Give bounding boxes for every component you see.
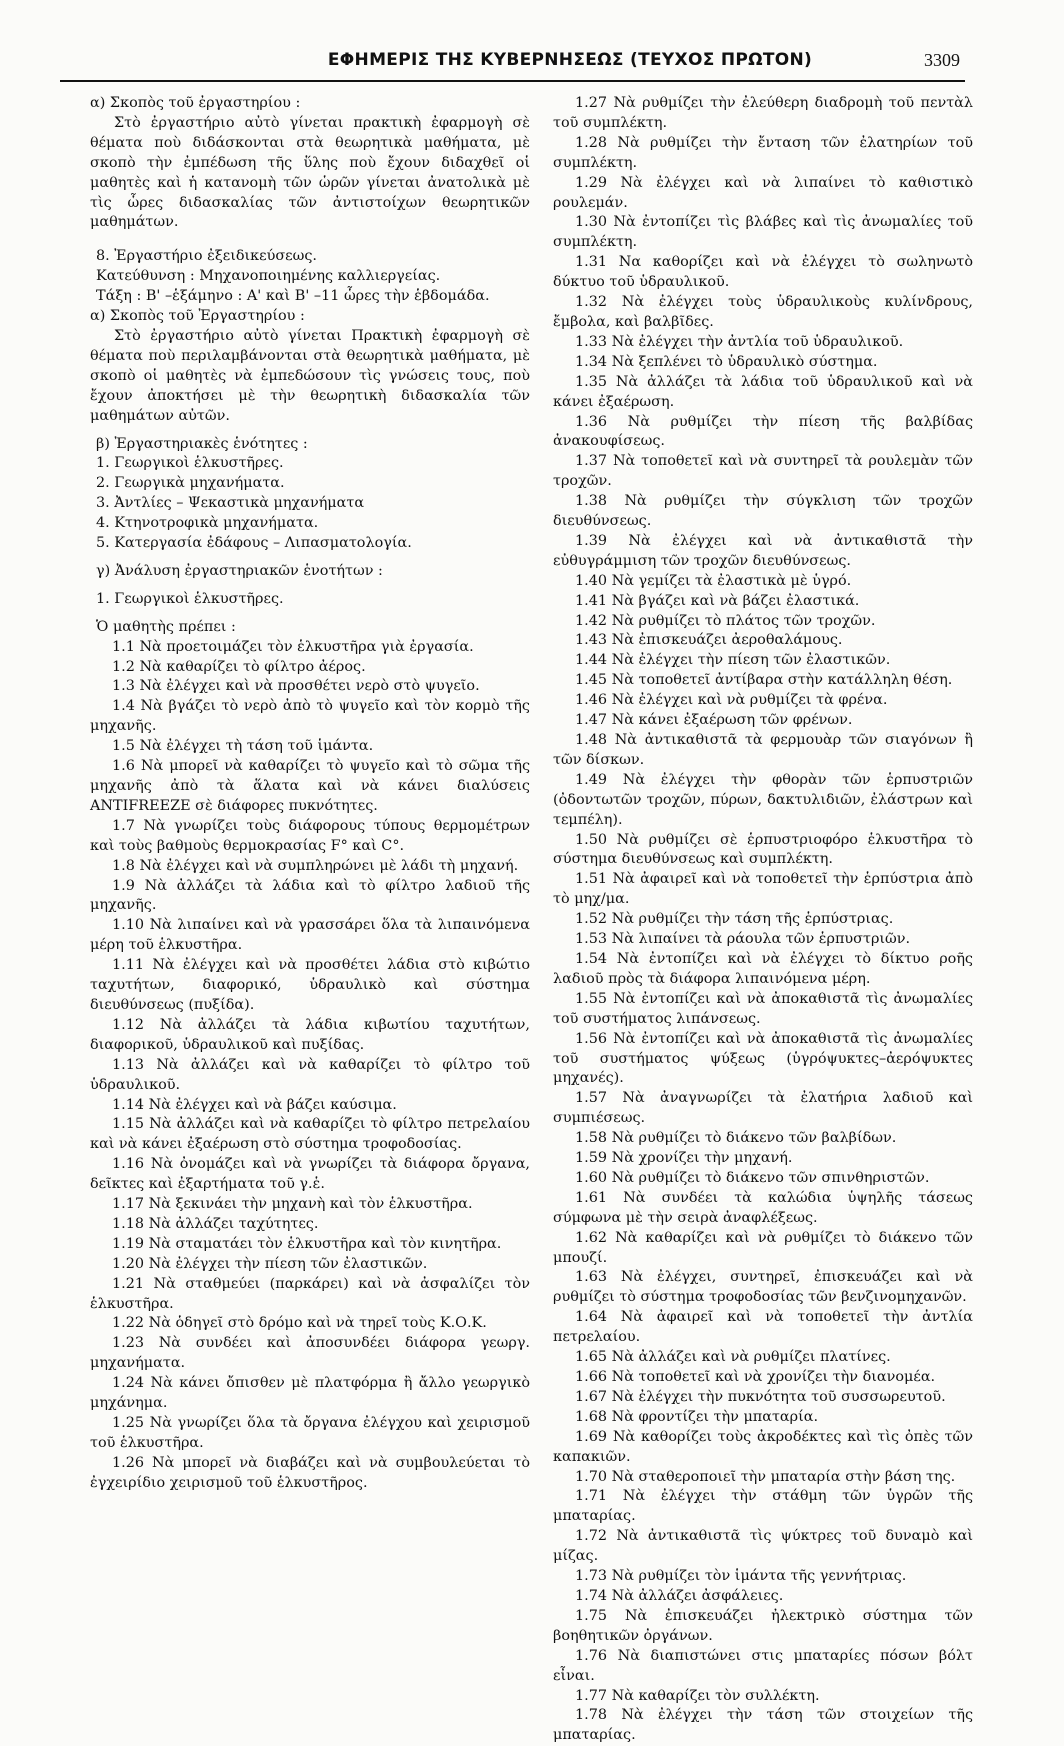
requirement-number: 1.3 bbox=[112, 678, 135, 695]
requirement-text: Νὰ ἀλλάζει καὶ νὰ καθαρίζει τὸ φίλτρο τοῦ ὑδραυλικοῦ. bbox=[90, 1056, 530, 1093]
requirement-number: 1.54 bbox=[575, 950, 608, 967]
requirement-number: 1.47 bbox=[575, 712, 608, 729]
requirement-number: 1.64 bbox=[575, 1309, 608, 1326]
requirement-number: 1.41 bbox=[575, 592, 608, 609]
requirement-text: Νὰ ἀντικαθιστᾶ τὶς ψύκτρες τοῦ δυναμὸ καὶ μίζας. bbox=[553, 1528, 973, 1565]
requirement-text: Νὰ ἀλλάζει ταχύτητες. bbox=[148, 1215, 319, 1232]
requirement-item bbox=[553, 1647, 973, 1687]
unit-item: 4. Κτηνοτροφικὰ μηχανήματα. bbox=[96, 515, 319, 532]
requirement-number: 1.52 bbox=[575, 911, 608, 928]
requirement-text: Νὰ ἐπισκευάζει ἀεροθαλάμους. bbox=[611, 632, 843, 649]
requirement-item bbox=[90, 1115, 530, 1155]
requirement-text: Νὰ προετοιμάζει τὸν ἑλκυστῆρα γιὰ ἐργασία. bbox=[139, 638, 474, 655]
requirement-text: Νὰ ρυθμίζει τὴν τάση τῆς ἑρπύστριας. bbox=[611, 911, 894, 928]
requirement-text: Νὰ σταματάει τὸν ἑλκυστῆρα καὶ τὸν κινητῆρα. bbox=[148, 1235, 502, 1252]
requirement-text: Νὰ ἐλέγχει τὴν φθορὰν τῶν ἑρπυστριῶν (ὀδοντωτῶν τροχῶν, πύρων, δακτυλιδιῶν, ἐλάστρων καὶ τεμπέλη). bbox=[553, 771, 974, 828]
requirement-number: 1.6 bbox=[112, 758, 135, 775]
student-must: Ὁ μαθητὴς πρέπει : bbox=[96, 618, 236, 635]
requirement-number: 1.78 bbox=[575, 1707, 608, 1724]
requirement-item bbox=[90, 757, 530, 817]
requirement-number: 1.12 bbox=[112, 1016, 145, 1033]
requirement-text: Νὰ σταθεροποιεῖ τὴν μπαταρία στὴν βάση της. bbox=[611, 1468, 956, 1485]
workshop-title: 8. Ἐργαστήριο ἐξειδικεύσεως. bbox=[96, 248, 318, 265]
requirement-item bbox=[90, 1414, 530, 1454]
requirement-number: 1.1 bbox=[112, 638, 135, 655]
requirement-item bbox=[553, 651, 973, 671]
requirement-item bbox=[90, 1056, 530, 1096]
requirement-item bbox=[90, 817, 530, 857]
requirement-item bbox=[553, 691, 973, 711]
requirement-item bbox=[90, 1275, 530, 1315]
requirement-text: Νὰ ἐλέγχει καὶ νὰ ἀντικαθιστᾶ τὴν εὐθυγράμμιση τῶν τροχῶν διευθύνσεως. bbox=[553, 532, 974, 569]
requirement-item bbox=[553, 910, 973, 930]
requirement-text: Νὰ ἐλέγχει καὶ νὰ λιπαίνει τὸ καθιστικὸ ρουλεμάν. bbox=[553, 174, 973, 211]
requirement-text: Νὰ ἐντοπίζει τὶς βλάβες καὶ τὶς ἀνωμαλίες τοῦ συμπλέκτη. bbox=[553, 214, 973, 251]
requirement-item bbox=[90, 877, 530, 917]
requirement-number: 1.23 bbox=[112, 1335, 145, 1352]
requirement-number: 1.50 bbox=[575, 831, 608, 848]
requirement-item bbox=[553, 134, 973, 174]
page-header bbox=[60, 50, 965, 82]
requirement-item bbox=[553, 1229, 973, 1269]
requirement-text: Νὰ ἐλέγχει τὴν ἀντλία τοῦ ὑδραυλικοῦ. bbox=[611, 333, 904, 350]
requirement-item bbox=[553, 373, 973, 413]
requirement-number: 1.30 bbox=[575, 214, 608, 231]
requirement-item bbox=[553, 950, 973, 990]
requirement-number: 1.32 bbox=[575, 294, 608, 311]
requirement-number: 1.46 bbox=[575, 692, 608, 709]
requirement-text: Νὰ γνωρίζει τοὺς διάφορους τύπους θερμομέτρων καὶ τοὺς βαθμοὺς θερμοκρασίας F° καὶ C°. bbox=[90, 817, 531, 854]
requirement-item bbox=[553, 731, 973, 771]
requirement-number: 1.9 bbox=[112, 877, 135, 894]
requirement-text: Να καθορίζει καὶ νὰ ἐλέγχει τὸ σωληνωτὸ δύκτυο τοῦ ὑδραυλικοῦ. bbox=[553, 254, 973, 291]
requirement-text: Νὰ ρυθμίζει τὸ διάκενο τῶν σπινθηριστῶν. bbox=[611, 1169, 930, 1186]
left-items-list bbox=[90, 638, 530, 1494]
requirement-number: 1.31 bbox=[575, 254, 608, 271]
requirement-text: Νὰ καθαρίζει τὸν συλλέκτη. bbox=[611, 1687, 820, 1704]
requirement-text: Νὰ ἀλλάζει ἀσφάλειες. bbox=[611, 1587, 784, 1604]
requirement-item bbox=[90, 1235, 530, 1255]
requirement-item bbox=[553, 1567, 973, 1587]
requirement-text: Νὰ ρυθμίζει τὴν σύγκλιση τῶν τροχῶν διευθύνσεως. bbox=[553, 493, 973, 530]
requirement-text: Νὰ ἐλέγχει τὴ τάση τοῦ ἱμάντα. bbox=[139, 738, 374, 755]
requirement-text: Νὰ ρυθμίζει τὴν ἐλεύθερη διαδρομὴ τοῦ πεντὰλ τοῦ συμπλέκτη. bbox=[553, 95, 973, 131]
requirement-text: Νὰ ρυθμίζει τὸ διάκενο τῶν βαλβίδων. bbox=[611, 1130, 897, 1147]
requirement-item bbox=[553, 1607, 973, 1647]
requirement-text: Νὰ λιπαίνει καὶ νὰ γρασσάρει ὅλα τὰ λιπαινόμενα μέρη τοῦ ἑλκυστῆρα. bbox=[90, 917, 530, 954]
requirement-item bbox=[553, 831, 973, 871]
page-number: 3309 bbox=[924, 50, 960, 70]
requirement-text: Νὰ ξεκινάει τὴν μηχανὴ καὶ τὸν ἑλκυστῆρα. bbox=[148, 1196, 473, 1213]
requirement-number: 1.65 bbox=[575, 1349, 608, 1366]
requirement-item bbox=[553, 253, 973, 293]
requirement-item bbox=[553, 671, 973, 691]
units-title: β) Ἐργαστηριακὲς ἑνότητες : bbox=[96, 435, 308, 452]
requirement-number: 1.20 bbox=[112, 1255, 145, 1272]
scope2-title: α) Σκοπὸς τοῦ Ἐργαστηρίου : bbox=[90, 308, 305, 325]
requirement-item bbox=[553, 771, 973, 831]
requirement-item bbox=[553, 1149, 973, 1169]
requirement-number: 1.48 bbox=[575, 732, 608, 748]
requirement-number: 1.7 bbox=[112, 817, 135, 834]
requirement-number: 1.62 bbox=[575, 1229, 608, 1246]
requirement-item bbox=[90, 677, 530, 697]
requirement-number: 1.19 bbox=[112, 1235, 145, 1252]
scope-text: Στὸ ἐργαστήριο αὐτὸ γίνεται πρακτικὴ ἐφαρμογὴ σὲ θέματα ποὺ διδάσκονται στὰ θεωρητικὰ μαθήματα, μὲ σκοπὸ τὴν ἐμπέδωση τῆς ὕλης ποὺ ἔχουν διδαχθεῖ οἱ μαθητὲς καὶ ἡ κατανομὴ τῶν ὡρῶν γίνεται ἀνατολικὰ μὲ τὶς ὧρες διδασκαλίας τῶν ἀντιστοίχων θεωρητικῶν μαθημάτων. bbox=[90, 114, 530, 231]
requirement-number: 1.26 bbox=[112, 1454, 145, 1471]
requirement-number: 1.2 bbox=[112, 658, 135, 675]
requirement-item bbox=[553, 711, 973, 731]
requirement-number: 1.71 bbox=[575, 1488, 608, 1505]
requirement-text: Νὰ ἐλέγχει καὶ νὰ προσθέτει νερὸ στὸ ψυγεῖο. bbox=[139, 678, 480, 695]
requirement-number: 1.11 bbox=[112, 957, 145, 974]
requirement-item bbox=[553, 1368, 973, 1388]
requirement-text: Νὰ ρυθμίζει τὸ πλάτος τῶν τροχῶν. bbox=[611, 612, 876, 629]
requirement-number: 1.76 bbox=[575, 1647, 608, 1664]
requirement-number: 1.74 bbox=[575, 1587, 608, 1604]
requirement-text: Νὰ ρυθμίζει τὴν ἔνταση τῶν ἐλατηρίων τοῦ συμπλέκτη. bbox=[553, 134, 973, 171]
requirement-text: Νὰ τοποθετεῖ καὶ νὰ χρονίζει τὴν διανομέα. bbox=[611, 1369, 936, 1385]
requirement-text: Νὰ ἐλέγχει τὴν πυκνότητα τοῦ συσσωρευτοῦ. bbox=[611, 1388, 946, 1405]
requirement-item bbox=[553, 1089, 973, 1129]
requirement-number: 1.34 bbox=[575, 353, 608, 370]
requirement-item bbox=[90, 1195, 530, 1215]
requirement-item bbox=[90, 697, 530, 737]
requirement-item bbox=[553, 532, 973, 572]
requirement-item bbox=[90, 1215, 530, 1235]
requirement-number: 1.70 bbox=[575, 1468, 608, 1485]
requirement-text: Νὰ φροντίζει τὴν μπαταρία. bbox=[611, 1408, 819, 1425]
units-list bbox=[90, 454, 530, 554]
requirement-item bbox=[553, 930, 973, 950]
requirement-item bbox=[553, 870, 973, 910]
requirement-item bbox=[553, 413, 973, 453]
requirement-number: 1.16 bbox=[112, 1156, 145, 1173]
unit-item: 1. Γεωργικοὶ ἑλκυστῆρες. bbox=[96, 455, 284, 472]
requirement-item bbox=[553, 1189, 973, 1229]
requirement-number: 1.67 bbox=[575, 1388, 608, 1405]
requirement-number: 1.22 bbox=[112, 1315, 145, 1332]
requirement-text: Νὰ ἀλλάζει καὶ νὰ ρυθμίζει πλατίνες. bbox=[611, 1349, 891, 1366]
requirement-text: Νὰ ἐντοπίζει καὶ νὰ ἀποκαθιστᾶ τὶς ἀνωμαλίες τοῦ συστήματος λιπάνσεως. bbox=[553, 990, 973, 1027]
requirement-number: 1.15 bbox=[112, 1116, 145, 1133]
requirement-text: Νὰ ἐπισκευάζει ἠλεκτρικὸ σύστημα τῶν βοηθητικῶν ὀργάνων. bbox=[553, 1607, 973, 1644]
requirement-text: Νὰ ἀλλάζει τὰ λάδια κιβωτίου ταχυτήτων, διαφορικοῦ, ὑδραυλικοῦ καὶ πυξίδας. bbox=[90, 1016, 530, 1053]
requirement-item bbox=[90, 1374, 530, 1414]
requirement-text: Νὰ συνδέει τὰ καλώδια ὑψηλῆς τάσεως σύμφωνα μὲ τὴν σειρὰ ἀναφλέξεως. bbox=[553, 1189, 973, 1226]
requirement-number: 1.42 bbox=[575, 612, 608, 629]
requirement-number: 1.60 bbox=[575, 1169, 608, 1186]
requirement-text: Νὰ λιπαίνει τὰ ράουλα τῶν ἑρπυστριῶν. bbox=[611, 931, 911, 948]
requirement-text: Νὰ ξεπλένει τὸ ὑδραυλικὸ σύστημα. bbox=[611, 353, 878, 370]
requirement-text: Νὰ ὁδηγεῖ στὸ δρόμο καὶ νὰ τηρεῖ τοὺς Κ.Ο.Κ. bbox=[148, 1315, 487, 1332]
requirement-number: 1.29 bbox=[575, 174, 608, 191]
requirement-item bbox=[553, 94, 973, 134]
requirement-item bbox=[553, 333, 973, 353]
requirement-number: 1.39 bbox=[575, 532, 608, 549]
requirement-text: Νὰ ἀφαιρεῖ καὶ νὰ τοποθετεῖ τὴν ἀντλία πετρελαίου. bbox=[553, 1309, 973, 1346]
requirement-number: 1.28 bbox=[575, 134, 608, 151]
requirement-item bbox=[553, 1706, 973, 1746]
requirement-item bbox=[90, 916, 530, 956]
requirement-item bbox=[90, 1454, 530, 1494]
requirement-number: 1.69 bbox=[575, 1428, 608, 1445]
requirement-item bbox=[553, 1268, 973, 1308]
requirement-number: 1.68 bbox=[575, 1408, 608, 1425]
requirement-number: 1.33 bbox=[575, 333, 608, 350]
requirement-item bbox=[553, 1527, 973, 1567]
requirement-number: 1.25 bbox=[112, 1415, 145, 1431]
requirement-item bbox=[553, 572, 973, 592]
requirement-text: Νὰ τοποθετεῖ καὶ νὰ συντηρεῖ τὰ ρουλεμὰν τῶν τροχῶν. bbox=[553, 453, 973, 490]
requirement-text: Νὰ ὀνομάζει καὶ νὰ γνωρίζει τὰ διάφορα ὄργανα, δεῖκτες καὶ ἐξαρτήματα τοῦ γ.ἑ. bbox=[90, 1156, 530, 1193]
requirement-text: Νὰ ρυθμίζει τὸν ἱμάντα τῆς γεννήτριας. bbox=[611, 1568, 907, 1585]
unit-item: 5. Κατεργασία ἐδάφους – Λιπασματολογία. bbox=[96, 535, 412, 552]
requirement-item bbox=[553, 1408, 973, 1428]
requirement-item bbox=[553, 631, 973, 651]
requirement-text: Νὰ ἐλέγχει, συντηρεῖ, ἐπισκευάζει καὶ νὰ ρυθμίζει τὸ σύστημα τροφοδοσίας τῶν βενζινομηχανῶν. bbox=[553, 1269, 973, 1306]
scope-title: α) Σκοπὸς τοῦ ἐργαστηρίου : bbox=[90, 95, 301, 111]
requirement-text: Νὰ μπορεῖ νὰ διαβάζει καὶ νὰ συμβουλεύεται τὸ ἐγχειρίδιο χειρισμοῦ τοῦ ἑλκυστῆρος. bbox=[90, 1454, 530, 1491]
requirement-number: 1.18 bbox=[112, 1215, 145, 1232]
requirement-item bbox=[553, 1587, 973, 1607]
requirement-number: 1.40 bbox=[575, 572, 608, 589]
requirement-item bbox=[553, 213, 973, 253]
requirement-item bbox=[90, 1096, 530, 1116]
requirement-text: Νὰ ρυθμίζει τὴν πίεση τῆς βαλβίδας ἀνακουφίσεως. bbox=[553, 413, 974, 450]
requirement-text: Νὰ ἐλέγχει τὴν τάση τῶν στοιχείων τῆς μπαταρίας. bbox=[553, 1707, 974, 1744]
requirement-number: 1.4 bbox=[112, 698, 135, 715]
requirement-number: 1.72 bbox=[575, 1528, 608, 1545]
requirement-text: Νὰ ἀντικαθιστᾶ τὰ φερμουὰρ τῶν σιαγόνων ἢ τῶν δίσκων. bbox=[553, 732, 973, 768]
requirement-number: 1.53 bbox=[575, 931, 608, 948]
requirement-item bbox=[553, 1030, 973, 1090]
requirement-item bbox=[553, 353, 973, 373]
requirement-number: 1.75 bbox=[575, 1607, 608, 1624]
requirement-item bbox=[90, 1016, 530, 1056]
requirement-text: Νὰ ἀναγνωρίζει τὰ ἐλατήρια λαδιοῦ καὶ συμπιέσεως. bbox=[553, 1090, 973, 1127]
requirement-item bbox=[553, 990, 973, 1030]
requirement-number: 1.59 bbox=[575, 1150, 608, 1167]
requirement-number: 1.51 bbox=[575, 871, 608, 888]
requirement-number: 1.27 bbox=[575, 95, 608, 111]
requirement-number: 1.10 bbox=[112, 917, 145, 934]
requirement-text: Νὰ ἐλέγχει τοὺς ὑδραυλικοὺς κυλίνδρους, ἔμβολα, καὶ βαλβῖδες. bbox=[553, 294, 973, 330]
requirement-number: 1.8 bbox=[112, 857, 135, 874]
scope2-text: Στὸ ἐργαστήριο αὐτὸ γίνεται Πρακτικὴ ἐφαρμογὴ σὲ θέματα ποὺ περιλαμβάνονται στὰ θεωρητικὰ μαθήματα, μὲ σκοπὸ οἱ μαθητὲς νὰ ἐμπεδώσουν τὶς γνώσεις τους, ποὺ ἔχουν ἀποκτήσει μὲ τὴν θεωρητικὴ διδασκαλία τῶν μαθημάτων αὐτῶν. bbox=[90, 327, 530, 424]
requirement-item bbox=[90, 1155, 530, 1195]
requirement-number: 1.21 bbox=[112, 1275, 145, 1292]
requirement-number: 1.24 bbox=[112, 1375, 145, 1392]
requirement-item bbox=[553, 1169, 973, 1189]
left-column bbox=[90, 94, 530, 1494]
direction-line: Κατεύθυνση : Μηχανοποιημένης καλλιεργείας. bbox=[96, 268, 441, 285]
requirement-text: Νὰ ἐλέγχει καὶ νὰ βάζει καύσιμα. bbox=[148, 1096, 397, 1113]
requirement-text: Νὰ κάνει ἐξαέρωση τῶν φρένων. bbox=[611, 712, 853, 729]
requirement-number: 1.73 bbox=[575, 1568, 608, 1585]
right-items-list bbox=[553, 94, 973, 1746]
requirement-number: 1.38 bbox=[575, 493, 608, 510]
requirement-number: 1.77 bbox=[575, 1687, 608, 1704]
requirement-text: Νὰ γνωρίζει ὅλα τὰ ὄργανα ἐλέγχου καὶ χειρισμοῦ τοῦ ἑλκυστῆρα. bbox=[90, 1415, 530, 1451]
requirement-text: Νὰ γεμίζει τὰ ἐλαστικὰ μὲ ὑγρό. bbox=[611, 572, 852, 589]
requirement-number: 1.63 bbox=[575, 1269, 608, 1286]
requirement-text: Νὰ βγάζει καὶ νὰ βάζει ἐλαστικά. bbox=[611, 592, 860, 609]
requirement-item bbox=[553, 1348, 973, 1368]
unit-item: 2. Γεωργικὰ μηχανήματα. bbox=[96, 475, 285, 492]
requirement-item bbox=[90, 737, 530, 757]
requirement-number: 1.35 bbox=[575, 373, 608, 390]
requirement-item bbox=[553, 492, 973, 532]
requirement-item bbox=[90, 1255, 530, 1275]
requirement-number: 1.17 bbox=[112, 1196, 145, 1213]
requirement-item bbox=[553, 174, 973, 214]
requirement-item bbox=[553, 612, 973, 632]
requirement-text: Νὰ μπορεῖ νὰ καθαρίζει τὸ ψυγεῖο καὶ τὸ σῶμα τῆς μηχανῆς ἀπὸ τὰ ἅλατα καὶ νὰ κάνει διαλύσεις ANTIFREEZE σὲ διάφορες πυκνότητες. bbox=[90, 758, 531, 814]
requirement-item bbox=[90, 638, 530, 658]
requirement-item bbox=[90, 956, 530, 1016]
requirement-text: Νὰ καθαρίζει τὸ φίλτρο ἀέρος. bbox=[139, 658, 366, 675]
requirement-text: Νὰ ἐλέγχει καὶ νὰ συμπληρώνει μὲ λάδι τὴ μηχανή. bbox=[139, 857, 519, 874]
requirement-text: Νὰ σταθμεύει (παρκάρει) καὶ νὰ ἀσφαλίζει τὸν ἑλκυστῆρα. bbox=[90, 1275, 530, 1312]
requirement-text: Νὰ βγάζει τὸ νερὸ ἀπὸ τὸ ψυγεῖο καὶ τὸν κορμὸ τῆς μηχανῆς. bbox=[90, 698, 530, 735]
requirement-item bbox=[90, 1314, 530, 1334]
requirement-text: Νὰ ἐντοπίζει καὶ νὰ ἐλέγχει τὸ δίκτυο ροῆς λαδιοῦ πρὸς τὰ διάφορα λιπαινόμενα μέρη. bbox=[553, 950, 973, 987]
requirement-number: 1.58 bbox=[575, 1130, 608, 1147]
requirement-text: Νὰ ρυθμίζει σὲ ἑρπυστριοφόρο ἑλκυστῆρα τὸ σύστημα διευθύνσεως καὶ συμπλέκτη. bbox=[553, 831, 973, 868]
analysis-title: γ) Ἀνάλυση ἐργαστηριακῶν ἑνοτήτων : bbox=[96, 562, 383, 579]
requirement-text: Νὰ ἀλλάζει τὰ λάδια καὶ τὸ φίλτρο λαδιοῦ τῆς μηχανῆς. bbox=[90, 877, 530, 914]
requirement-text: Νὰ ἐλέγχει τὴν πίεση τῶν ἐλαστικῶν. bbox=[148, 1255, 428, 1272]
requirement-number: 1.37 bbox=[575, 453, 608, 470]
requirement-number: 1.49 bbox=[575, 771, 608, 788]
requirement-item bbox=[553, 1487, 973, 1527]
requirement-number: 1.66 bbox=[575, 1369, 608, 1385]
requirement-item bbox=[553, 1388, 973, 1408]
requirement-item bbox=[553, 293, 973, 333]
class-info-line: Τάξη : Β' –ἑξάμηνο : Α' καὶ Β' –11 ὧρες τὴν ἑβδομάδα. bbox=[96, 288, 490, 305]
requirement-text: Νὰ ἐλέγχει καὶ νὰ προσθέτει λάδια στὸ κιβώτιο ταχυτήτων, διαφορικό, ὑδραυλικὸ καὶ σύστημα διευθύνσεως (πυξίδα). bbox=[90, 957, 530, 1013]
requirement-text: Νὰ διαπιστώνει στις μπαταρίες πόσων βόλτ εἶναι. bbox=[553, 1647, 973, 1684]
requirement-number: 1.43 bbox=[575, 632, 608, 649]
requirement-item bbox=[553, 1468, 973, 1488]
requirement-number: 1.55 bbox=[575, 990, 608, 1007]
requirement-text: Νὰ συνδέει καὶ ἀποσυνδέει διάφορα γεωργ. μηχανήματα. bbox=[90, 1335, 530, 1372]
requirement-item bbox=[553, 1129, 973, 1149]
requirement-text: Νὰ τοποθετεῖ ἀντίβαρα στὴν κατάλληλη θέση. bbox=[611, 672, 953, 689]
requirement-item bbox=[90, 658, 530, 678]
requirement-number: 1.56 bbox=[575, 1030, 608, 1047]
unit-item: 3. Ἀντλίες – Ψεκαστικὰ μηχανήματα bbox=[96, 495, 365, 512]
requirement-text: Νὰ καθαρίζει καὶ νὰ ρυθμίζει τὸ διάκενο τῶν μπουζί. bbox=[553, 1229, 974, 1266]
requirement-item bbox=[553, 452, 973, 492]
requirement-text: Νὰ καθορίζει τοὺς ἀκροδέκτες καὶ τὶς ὀπὲς τῶν καπακιῶν. bbox=[553, 1428, 973, 1465]
requirement-number: 1.13 bbox=[112, 1056, 145, 1073]
requirement-item bbox=[553, 1428, 973, 1468]
requirement-text: Νὰ ἀλλάζει καὶ νὰ καθαρίζει τὸ φίλτρο πετρελαίου καὶ νὰ κάνει ἐξαέρωση στὸ σύστημα τροφοδοσίας. bbox=[90, 1116, 530, 1153]
requirement-text: Νὰ ἐντοπίζει καὶ νὰ ἀποκαθιστᾶ τὶς ἀνωμαλίες τοῦ συστήματος ψύξεως (ὑγρόψυκτες–ἀερόψυκτες μηχανές). bbox=[553, 1030, 973, 1087]
requirement-number: 1.14 bbox=[112, 1096, 145, 1113]
requirement-item bbox=[90, 857, 530, 877]
requirement-number: 1.36 bbox=[575, 413, 608, 430]
right-column bbox=[553, 94, 973, 1746]
requirement-number: 1.44 bbox=[575, 652, 608, 669]
requirement-number: 1.45 bbox=[575, 672, 608, 689]
requirement-text: Νὰ ἀλλάζει τὰ λάδια τοῦ ὑδραυλικοῦ καὶ νὰ κάνει ἐξαέρωση. bbox=[553, 373, 973, 410]
requirement-text: Νὰ ἐλέγχει τὴν στάθμη τῶν ὑγρῶν τῆς μπαταρίας. bbox=[553, 1488, 974, 1525]
requirement-item bbox=[553, 1308, 973, 1348]
requirement-item bbox=[553, 1687, 973, 1707]
requirement-number: 1.57 bbox=[575, 1090, 608, 1107]
requirement-text: Νὰ χρονίζει τὴν μηχανή. bbox=[611, 1150, 793, 1167]
requirement-text: Νὰ ἀφαιρεῖ καὶ νὰ τοποθετεῖ τὴν ἑρπύστρια ἀπὸ τὸ μηχ/μα. bbox=[553, 871, 974, 908]
requirement-number: 1.61 bbox=[575, 1189, 608, 1206]
requirement-text: Νὰ ἐλέγχει καὶ νὰ ρυθμίζει τὰ φρένα. bbox=[611, 692, 888, 709]
analysis-unit: 1. Γεωργικοὶ ἑλκυστῆρες. bbox=[96, 590, 284, 607]
requirement-item bbox=[90, 1334, 530, 1374]
requirement-text: Νὰ ἐλέγχει τὴν πίεση τῶν ἐλαστικῶν. bbox=[611, 652, 891, 669]
requirement-item bbox=[553, 592, 973, 612]
requirement-text: Νὰ κάνει ὄπισθεν μὲ πλατφόρμα ἢ ἄλλο γεωργικὸ μηχάνημα. bbox=[90, 1375, 531, 1412]
gazette-title: ΕΦΗΜΕΡΙΣ ΤΗΣ ΚΥΒΕΡΝΗΣΕΩΣ (ΤΕΥΧΟΣ ΠΡΩΤΟΝ) bbox=[327, 50, 813, 70]
requirement-number: 1.5 bbox=[112, 738, 135, 755]
